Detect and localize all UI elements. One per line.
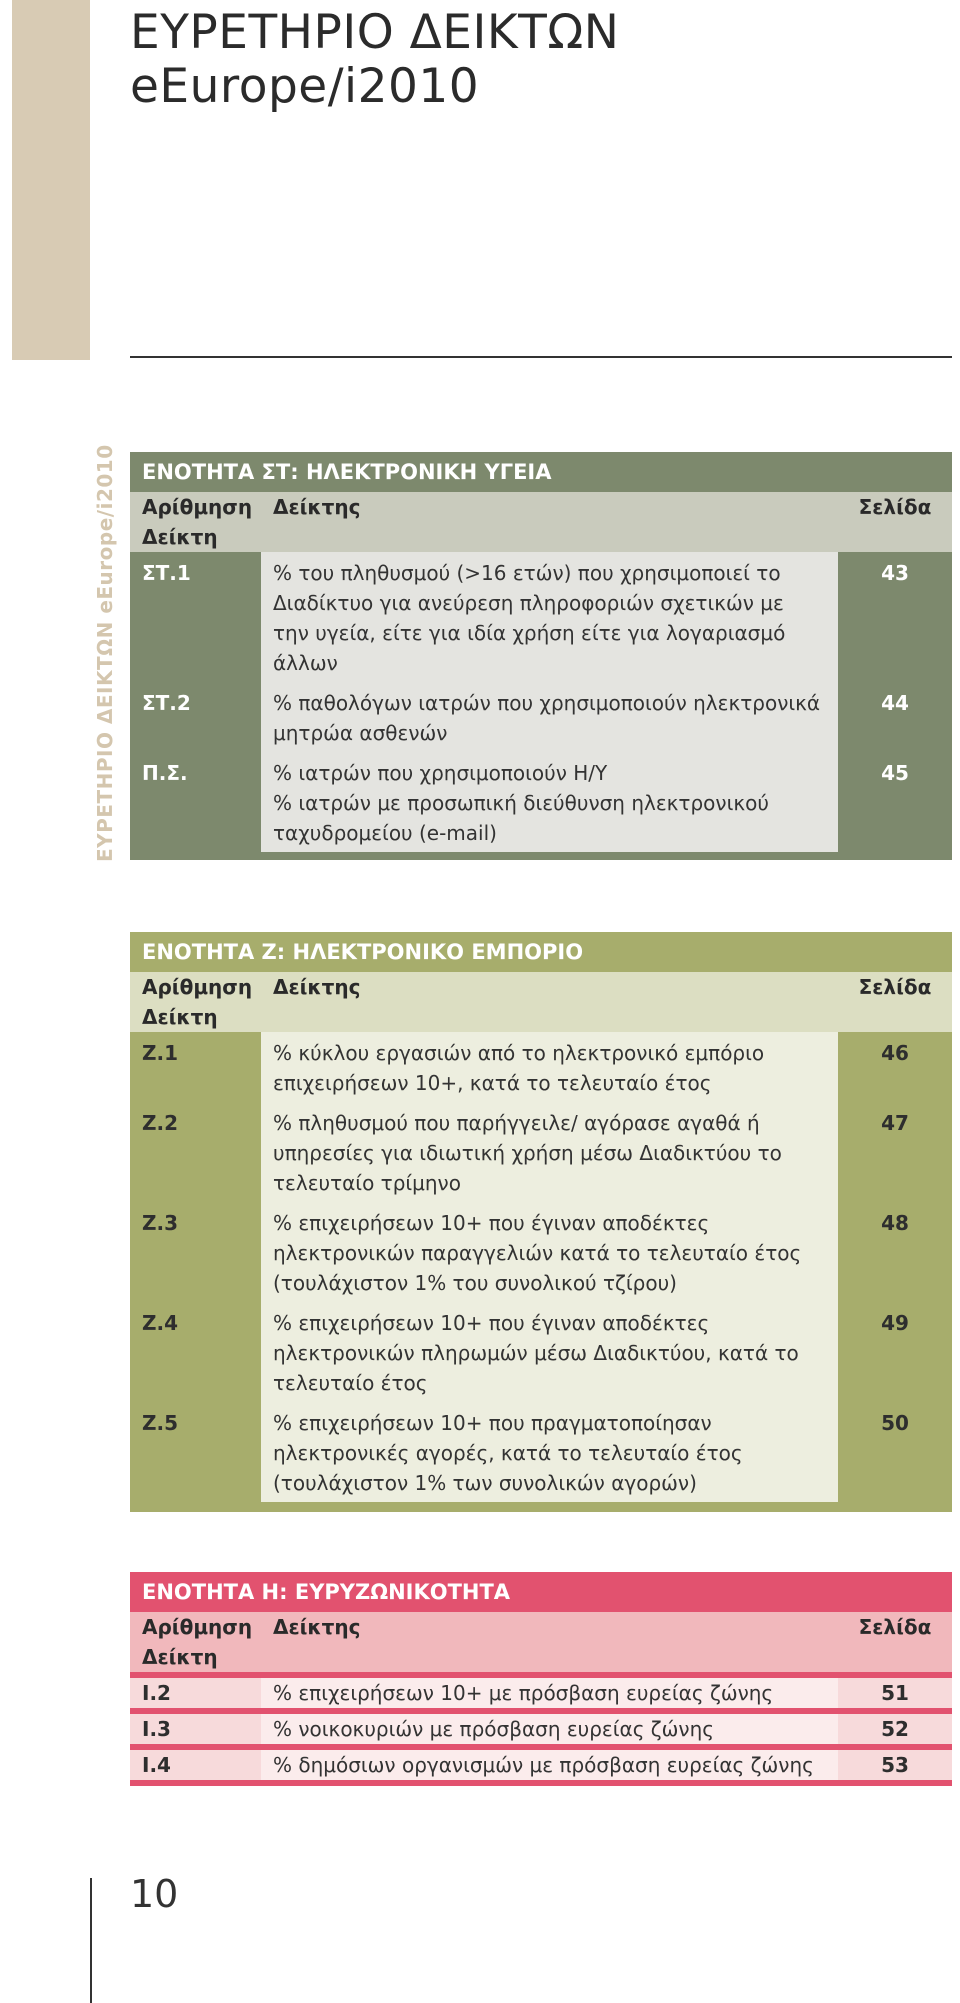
table-header-row: [130, 1612, 952, 1672]
page-title: [130, 6, 619, 114]
header-indicator: Δείκτης: [273, 975, 361, 999]
header-page: Σελίδα: [858, 975, 932, 999]
row-page: 47: [881, 1111, 909, 1135]
row-code: Ι.3: [142, 1717, 171, 1741]
table-row: [130, 1032, 952, 1102]
row-code: ΣΤ.2: [142, 691, 191, 715]
row-text: % κύκλου εργασιών από το ηλεκτρονικό εμπόριο επιχειρήσεων 10+, κατά το τελευταίο έτος: [261, 1032, 838, 1102]
table-row: [130, 1714, 952, 1744]
table-row: [130, 1302, 952, 1402]
header-indicator: Δείκτης: [273, 1615, 361, 1639]
section-table: [130, 1612, 952, 1786]
table-row: [130, 1402, 952, 1502]
row-page: 50: [881, 1411, 909, 1435]
vertical-side-title: ΕΥΡΕΤΗΡΙΟ ΔΕΙΚΤΩΝ eEurope/i2010: [93, 444, 117, 862]
row-code: Ι.2: [142, 1681, 171, 1705]
section-title: ΕΝΟΤΗΤΑ ΣΤ: ΗΛΕΚΤΡΟΝΙΚΗ ΥΓΕΙΑ: [130, 452, 952, 492]
table-row: [130, 1102, 952, 1202]
title-line-1: ΕΥΡΕΤΗΡΙΟ ΔΕΙΚΤΩΝ: [130, 5, 620, 60]
table-row: [130, 752, 952, 852]
page-number-rule: [90, 1878, 92, 2003]
header-indicator: Δείκτης: [273, 495, 361, 519]
row-text: % επιχειρήσεων 10+ που έγιναν αποδέκτες ηλεκτρονικών παραγγελιών κατά το τελευταίο έτος (τουλάχιστον 1% του συνολικού τζίρου): [261, 1202, 838, 1302]
header-number: Αρίθμηση Δείκτη: [142, 1615, 253, 1669]
row-code: Ζ.4: [142, 1311, 179, 1335]
section-title: ΕΝΟΤΗΤΑ Η: ΕΥΡΥΖΩΝΙΚΟΤΗΤΑ: [130, 1572, 952, 1612]
table-header-row: [130, 972, 952, 1032]
row-code: ΣΤ.1: [142, 561, 191, 585]
row-code: Ζ.3: [142, 1211, 179, 1235]
row-code: Ζ.5: [142, 1411, 179, 1435]
row-text: % ιατρών που χρησιμοποιούν Η/Υ % ιατρών με προσωπική διεύθυνση ηλεκτρονικού ταχυδρομείου (e-mail): [261, 752, 838, 852]
row-text: % επιχειρήσεων 10+ με πρόσβαση ευρείας ζώνης: [261, 1678, 838, 1708]
row-code: Ζ.2: [142, 1111, 179, 1135]
header-number: Αρίθμηση Δείκτη: [142, 495, 253, 549]
row-page: 49: [881, 1311, 909, 1335]
row-page: 44: [881, 691, 909, 715]
table-row: [130, 1678, 952, 1708]
row-text: % του πληθυσμού (>16 ετών) που χρησιμοποιεί το Διαδίκτυο για ανεύρεση πληροφοριών σχετικών με την υγεία, είτε για ιδία χρήση είτε για λογαριασμό άλλων: [261, 552, 838, 682]
table-row: [130, 1202, 952, 1302]
row-page: 53: [881, 1753, 909, 1777]
header-page: Σελίδα: [858, 1615, 932, 1639]
row-code: Ζ.1: [142, 1041, 179, 1065]
row-page: 51: [881, 1681, 909, 1705]
section-broadband: [130, 1572, 952, 1786]
row-text: % παθολόγων ιατρών που χρησιμοποιούν ηλεκτρονικά μητρώα ασθενών: [261, 682, 838, 752]
section-table: [130, 972, 952, 1512]
decorative-tan-bar: [12, 0, 90, 360]
row-code: Ι.4: [142, 1753, 171, 1777]
row-code: Π.Σ.: [142, 761, 188, 785]
header-number: Αρίθμηση Δείκτη: [142, 975, 253, 1029]
section-e-health: [130, 452, 952, 860]
row-text: % επιχειρήσεων 10+ που έγιναν αποδέκτες ηλεκτρονικών πληρωμών μέσω Διαδικτύου, κατά το τελευταίο έτος: [261, 1302, 838, 1402]
title-divider: [130, 356, 952, 358]
section-title: ΕΝΟΤΗΤΑ Ζ: ΗΛΕΚΤΡΟΝΙΚΟ ΕΜΠΟΡΙΟ: [130, 932, 952, 972]
row-text: % δημόσιων οργανισμών με πρόσβαση ευρείας ζώνης: [261, 1750, 838, 1780]
row-text: % πληθυσμού που παρήγγειλε/ αγόρασε αγαθά ή υπηρεσίες για ιδιωτική χρήση μέσω Διαδικτύου το τελευταίο τρίμηνο: [261, 1102, 838, 1202]
page-number: 10: [130, 1872, 179, 1916]
title-line-2: eEurope/i2010: [130, 59, 480, 114]
row-page: 45: [881, 761, 909, 785]
row-text: % νοικοκυριών με πρόσβαση ευρείας ζώνης: [261, 1714, 838, 1744]
table-header-row: [130, 492, 952, 552]
row-page: 43: [881, 561, 909, 585]
table-row: [130, 552, 952, 682]
table-row: [130, 1750, 952, 1780]
row-page: 46: [881, 1041, 909, 1065]
row-page: 52: [881, 1717, 909, 1741]
section-e-commerce: [130, 932, 952, 1512]
row-page: 48: [881, 1211, 909, 1235]
header-page: Σελίδα: [858, 495, 932, 519]
row-text: % επιχειρήσεων 10+ που πραγματοποίησαν ηλεκτρονικές αγορές, κατά το τελευταίο έτος (τουλάχιστον 1% των συνολικών αγορών): [261, 1402, 838, 1502]
table-row: [130, 682, 952, 752]
section-table: [130, 492, 952, 860]
